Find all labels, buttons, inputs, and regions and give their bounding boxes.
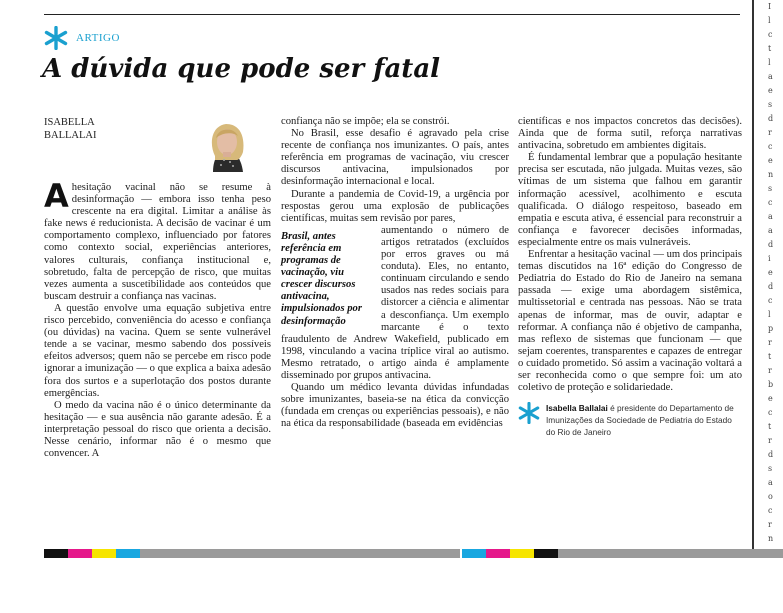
adjacent-page-edge: I l c t l a e s d r c e n s c a a d i e d c l p r t r b e c t r d s a o c r n	[768, 2, 774, 543]
registration-bar-black	[44, 549, 68, 558]
article-column-1	[44, 177, 271, 460]
asterisk-logo-icon	[44, 26, 68, 50]
bio-author-name: Isabella Ballalai	[546, 403, 608, 414]
paragraph: Durante a pandemia de Covid-19, a urgência por respostas gerou uma explosão de publicações científicas, muitas sem revisão por pares,	[281, 188, 509, 224]
article-column-3	[518, 116, 742, 438]
paragraph: científicas e nos impactos concretos das decisões). Ainda que de forma sutil, reforça narrativas antivacina, sobretudo em ambientes digitais.	[518, 116, 742, 152]
author-first-name: ISABELLA	[44, 117, 95, 128]
paragraph-text: hesitação vacinal não se resume à desinformação — embora isso tenha peso crescente na era digital. Limitar a análise às fake news é reducionista. A decisão de vacinar é um comportamento complexo, influenciado por fatores como contexto social, experiências anteriores, valores culturais, confiança institucional e, sobretudo, falta de percepção de risco, que muitas vezes aumenta a suscetibilidade aos conteúdos que buscam destruir a confiança nas vacinas.	[44, 182, 271, 302]
paragraph	[44, 177, 271, 303]
section-label: ARTIGO	[76, 32, 120, 44]
registration-bar-gray-2	[558, 549, 783, 558]
paragraph: aumentando o número de artigos retratados (excluídos por erros graves ou má conduta). Eles, no entanto, continuam circulando e sendo usados nas redes sociais para distorcer a ciência e alimentar a desconfiança. Um exemplo marcante é o texto fraudulento de Andrew Wakefield, publicado em 1998, vinculando a vacina tríplice viral ao autismo. Mesmo retratado, o artigo ainda é amplamente disseminado por grupos antivacina.	[281, 224, 509, 381]
asterisk-logo-icon	[518, 402, 540, 424]
section-kicker	[44, 26, 120, 50]
paragraph: Enfrentar a hesitação vacinal — um dos principais temas discutidos na 16ª edição do Congresso de Pediatria do Estado do Rio de Janeiro na semana passada — exige uma abordagem sistêmica, multissetorial e centrada nas pessoas. Não se trata apenas de informar, mas de ouvir, adaptar e reformar. A confiança não é objetivo de campanha, mas reflexo de sistemas que funcionam — que sejam coerentes, transparentes e capazes de entregar o cuidado prometido. Só assim a vacinação voltará a ser reconhecida como o que sempre foi: um ato coletivo de proteção e solidariedade.	[518, 249, 742, 394]
registration-bar-magenta-2	[486, 549, 510, 558]
article-headline: A dúvida que pode ser fatal	[42, 54, 441, 84]
paragraph: confiança não se impõe; ela se constrói.	[281, 116, 450, 127]
registration-bar-magenta	[68, 549, 92, 558]
drop-cap: A	[44, 177, 69, 215]
author-bio	[518, 402, 742, 438]
paragraph: A questão envolve uma equação subjetiva entre risco percebido, conveniência do acesso e confiança (ou dúvidas) na vacina. Quem se sente vulnerável tende a se vacinar, mesmo sabendo dos possíveis efeitos adversos; quem não se percebe em risco pode ignorar a imunização — o que explica a baixa adesão fora dos surtos e a superlotação dos postos durante emergências.	[44, 302, 271, 399]
author-last-name: BALLALAI	[44, 130, 97, 141]
bio-description: é presidente do Departamento de Imunizações da Sociedade de Pediatria do Estado do Rio de Janeiro	[546, 403, 734, 438]
registration-bar-gray	[140, 549, 460, 558]
author-photo	[193, 116, 259, 172]
article-column-2	[281, 116, 509, 430]
registration-bar-yellow	[92, 549, 116, 558]
author-byline	[44, 116, 97, 142]
paragraph: Quando um médico levanta dúvidas infundadas sobre imunizantes, baseia-se na ética da convicção (fundada em crenças ou experiências pessoais), e não na ética da responsabilidade (baseada em evidências	[281, 382, 509, 430]
paragraph: O medo da vacina não é o único determinante da hesitação — e sua ausência não garante adesão. É a interpretação pessoal do risco que orienta a decisão. Nesse cenário, informar não é o mesmo que convencer. A	[44, 399, 271, 460]
paragraph: É fundamental lembrar que a população hesitante precisa ser escutada, não julgada. Muitas vezes, são vítimas de um sistema que falhou em garantir informação acessível, acolhimento e escuta qualificada. O diálogo respeitoso, baseado em empatia e escuta ativa, é essencial para reconstruir a confiança e favorecer decisões informadas, especialmente entre os mais vulneráveis.	[518, 152, 742, 248]
registration-bar-cyan-2	[462, 549, 486, 558]
top-rule	[44, 14, 740, 15]
registration-bar-black-2	[534, 549, 558, 558]
registration-bar-cyan	[116, 549, 140, 558]
column-divider-rule	[752, 0, 754, 550]
registration-bar-yellow-2	[510, 549, 534, 558]
author-bio-text	[546, 402, 742, 438]
paragraph: No Brasil, esse desafio é agravado pela crise recente de confiança nos imunizantes. O país, antes referência em programas de vacinação, viu crescer discursos antivacina, impulsionados por desinformação internacional e local.	[281, 128, 509, 188]
pull-quote: Brasil, antes referência em programas de vacinação, viu crescer discursos antivacina, impulsionados por desinformação	[281, 230, 362, 327]
